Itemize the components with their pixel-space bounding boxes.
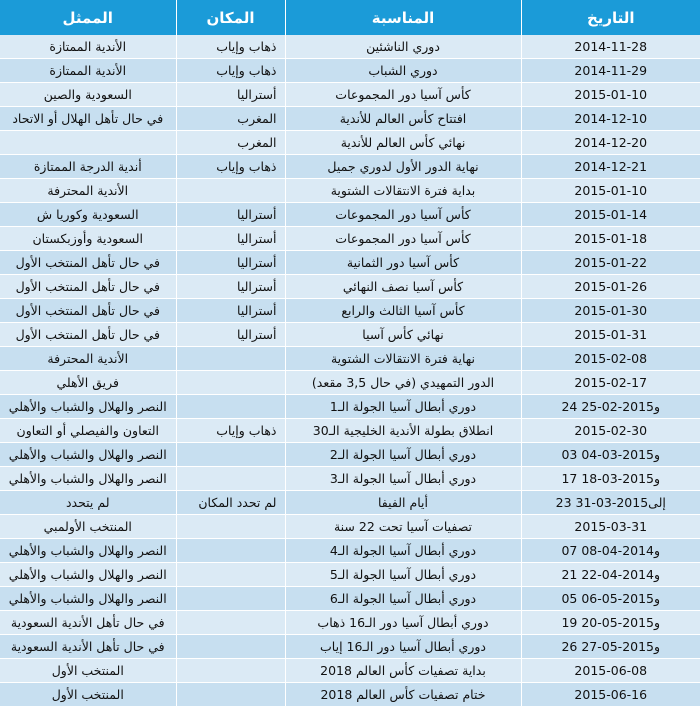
cell-event: ختام تصفيات كأس العالم 2018 [285,683,521,707]
cell-event: الدور التمهيدي (في حال 3,5 مقعد) [285,371,521,395]
cell-representative: النصر والهلال والشباب والأهلي [0,395,176,419]
header-place: المكان [176,0,285,35]
cell-place [176,467,285,491]
cell-representative: في حال تأهل المنتخب الأول [0,251,176,275]
table-row [0,179,700,203]
cell-place [176,443,285,467]
cell-event: دوري أبطال آسيا الجولة الـ3 [285,467,521,491]
table-row [0,83,700,107]
cell-place: أستراليا [176,83,285,107]
cell-representative: السعودية وأوزبكستان [0,227,176,251]
table-row [0,371,700,395]
table-row [0,251,700,275]
cell-representative: في حال تأهل المنتخب الأول [0,299,176,323]
cell-place [176,179,285,203]
cell-place: أستراليا [176,299,285,323]
cell-date: 17 و2015-03-18 [521,467,700,491]
table-row [0,395,700,419]
cell-event: افتتاح كأس العالم للأندية [285,107,521,131]
cell-date: 23 إلى2015-03-31 [521,491,700,515]
cell-event: بداية فترة الانتقالات الشتوية [285,179,521,203]
cell-place [176,395,285,419]
table-row [0,587,700,611]
cell-place [176,563,285,587]
cell-date: 19 و2015-05-20 [521,611,700,635]
cell-representative: في حال تأهل المنتخب الأول [0,323,176,347]
cell-date: 21 و2014-04-22 [521,563,700,587]
cell-event: أيام الفيفا [285,491,521,515]
table-row [0,443,700,467]
cell-representative: المنتخب الأول [0,659,176,683]
cell-place: لم تحدد المكان [176,491,285,515]
cell-event: بداية تصفيات كأس العالم 2018 [285,659,521,683]
cell-place [176,371,285,395]
cell-place: المغرب [176,131,285,155]
cell-event: تصفيات آسيا تحت 22 سنة [285,515,521,539]
table-row [0,347,700,371]
cell-representative: المنتخب الأول [0,683,176,707]
table-row [0,203,700,227]
table-row [0,659,700,683]
cell-place: أستراليا [176,275,285,299]
table-row [0,611,700,635]
cell-place: ذهاب وإياب [176,155,285,179]
cell-date: 07 و2014-04-08 [521,539,700,563]
cell-place: أستراليا [176,251,285,275]
cell-date: 2014-11-29 [521,59,700,83]
cell-place [176,347,285,371]
table-row [0,635,700,659]
cell-event: دوري أبطال آسيا الجولة الـ4 [285,539,521,563]
cell-representative: الأندية المحترفة [0,179,176,203]
cell-representative: فريق الأهلي [0,371,176,395]
cell-representative: لم يتحدد [0,491,176,515]
table-row [0,131,700,155]
cell-date: 2014-12-20 [521,131,700,155]
cell-place: ذهاب وإياب [176,59,285,83]
table-row [0,539,700,563]
header-date: التاريخ [521,0,700,35]
cell-event: كأس آسيا دور المجموعات [285,83,521,107]
cell-place: المغرب [176,107,285,131]
cell-representative: التعاون والفيصلي أو التعاون [0,419,176,443]
header-row [0,0,700,35]
cell-representative: النصر والهلال والشباب والأهلي [0,563,176,587]
table-row [0,683,700,707]
table-row [0,467,700,491]
cell-representative: في حال تأهل الأندية السعودية [0,635,176,659]
cell-place [176,611,285,635]
table-row [0,155,700,179]
cell-date: 2015-02-08 [521,347,700,371]
table-body [0,35,700,707]
cell-date: 2015-01-18 [521,227,700,251]
cell-representative: السعودية وكوريا ش [0,203,176,227]
cell-date: 2015-01-10 [521,83,700,107]
cell-place: أستراليا [176,203,285,227]
cell-event: دوري أبطال آسيا الجولة الـ1 [285,395,521,419]
cell-representative: في حال تأهل الهلال أو الاتحاد [0,107,176,131]
cell-place: ذهاب وإياب [176,419,285,443]
cell-representative: النصر والهلال والشباب والأهلي [0,443,176,467]
cell-event: دوري الناشئين [285,35,521,59]
cell-representative: الأندية المحترفة [0,347,176,371]
table-row [0,491,700,515]
cell-representative: النصر والهلال والشباب والأهلي [0,539,176,563]
cell-place: ذهاب وإياب [176,35,285,59]
table-row [0,563,700,587]
cell-representative: في حال تأهل المنتخب الأول [0,275,176,299]
cell-event: نهائي كأس العالم للأندية [285,131,521,155]
table-row [0,419,700,443]
cell-date: 03 و2015-03-04 [521,443,700,467]
table-row [0,227,700,251]
cell-event: انطلاق بطولة الأندية الخليجية الـ30 [285,419,521,443]
table-header [0,0,700,35]
table-row [0,323,700,347]
cell-representative: النصر والهلال والشباب والأهلي [0,587,176,611]
cell-date: 2015-02-17 [521,371,700,395]
cell-representative: في حال تأهل الأندية السعودية [0,611,176,635]
cell-place [176,635,285,659]
cell-date: 2015-02-30 [521,419,700,443]
table-row [0,275,700,299]
cell-date: 2015-06-08 [521,659,700,683]
cell-event: دوري الشباب [285,59,521,83]
cell-date: 2015-01-31 [521,323,700,347]
cell-date: 2015-01-22 [521,251,700,275]
cell-event: دوري أبطال آسيا دور الـ16 ذهاب [285,611,521,635]
cell-date: 05 و2015-05-06 [521,587,700,611]
cell-representative: الأندية الممتازة [0,59,176,83]
cell-representative: النصر والهلال والشباب والأهلي [0,467,176,491]
cell-place [176,515,285,539]
table-row [0,59,700,83]
cell-place: أستراليا [176,323,285,347]
cell-event: كأس آسيا دور المجموعات [285,227,521,251]
cell-representative: المنتخب الأولمبي [0,515,176,539]
cell-date: 2015-01-10 [521,179,700,203]
cell-event: نهاية الدور الأول لدوري جميل [285,155,521,179]
cell-representative: السعودية والصين [0,83,176,107]
cell-representative: الأندية الممتازة [0,35,176,59]
cell-event: كأس آسيا دور المجموعات [285,203,521,227]
cell-representative: أندية الدرجة الممتازة [0,155,176,179]
cell-event: دوري أبطال آسيا دور الـ16 إياب [285,635,521,659]
cell-date: 24 و2015-02-25 [521,395,700,419]
cell-place [176,683,285,707]
cell-event: كأس آسيا دور الثمانية [285,251,521,275]
cell-event: نهاية فترة الانتقالات الشتوية [285,347,521,371]
cell-place: أستراليا [176,227,285,251]
cell-date: 2014-12-21 [521,155,700,179]
header-representative: الممثل [0,0,176,35]
header-event: المناسبة [285,0,521,35]
cell-date: 2014-11-28 [521,35,700,59]
cell-place [176,587,285,611]
cell-place [176,539,285,563]
cell-event: دوري أبطال آسيا الجولة الـ6 [285,587,521,611]
table-row [0,515,700,539]
cell-event: دوري أبطال آسيا الجولة الـ2 [285,443,521,467]
cell-date: 2015-01-14 [521,203,700,227]
cell-event: كأس آسيا الثالث والرابع [285,299,521,323]
cell-event: كأس آسيا نصف النهائي [285,275,521,299]
table-row [0,107,700,131]
cell-representative [0,131,176,155]
cell-date: 2015-03-31 [521,515,700,539]
cell-date: 2015-06-16 [521,683,700,707]
cell-date: 2015-01-30 [521,299,700,323]
cell-date: 2014-12-10 [521,107,700,131]
cell-date: 2015-01-26 [521,275,700,299]
cell-place [176,659,285,683]
cell-event: نهائي كأس آسيا [285,323,521,347]
table-row [0,299,700,323]
cell-event: دوري أبطال آسيا الجولة الـ5 [285,563,521,587]
cell-date: 26 و2015-05-27 [521,635,700,659]
table-row [0,35,700,59]
